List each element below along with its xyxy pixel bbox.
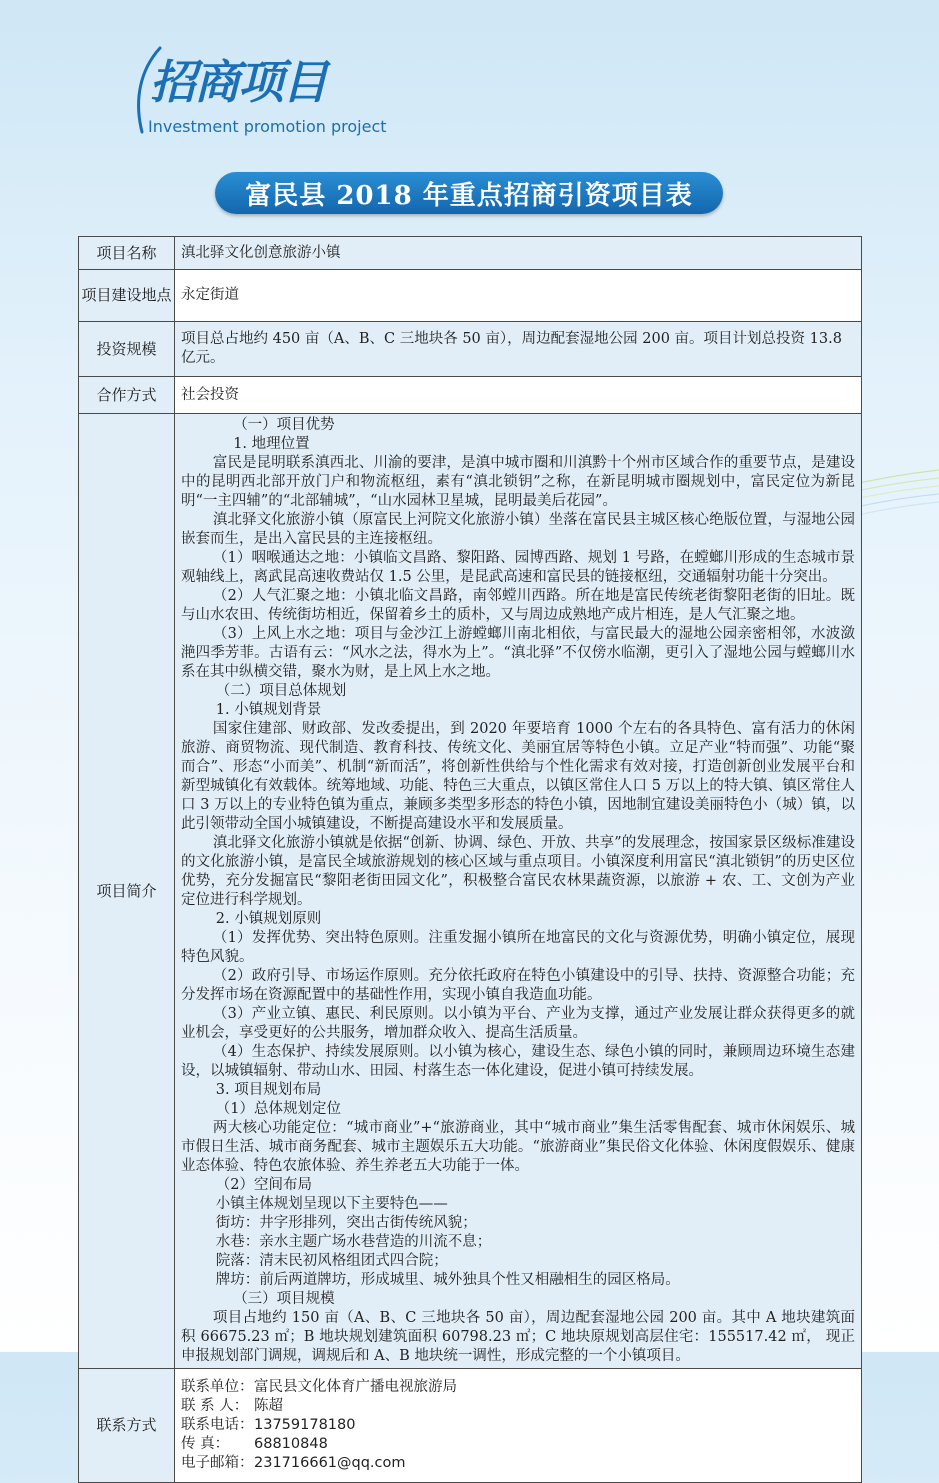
intro-paragraph: （1）咽喉通达之地：小镇临文昌路、黎阳路、园博西路、规划 1 号路，在螳螂川形成的生态城市景观轴线上，离武昆高速收费站仅 1.5 公里，是昆武高速和富民县的链接枢纽，交通辐射功能十分突出。 xyxy=(181,550,855,585)
row-project-name xyxy=(79,237,862,270)
intro-paragraph: 1. 地理位置 xyxy=(233,436,310,452)
logo-title: 招商项目 xyxy=(150,55,326,109)
label-investment-scale: 投资规模 xyxy=(79,322,175,377)
row-investment-scale xyxy=(79,322,862,377)
logo-subtitle: Investment promotion project xyxy=(148,117,387,136)
value-project-name: 滇北驿文化创意旅游小镇 xyxy=(175,237,862,270)
contact-email: 电子邮箱：231716661@qq.com xyxy=(181,1455,406,1471)
intro-paragraph: （一）项目优势 xyxy=(233,417,335,433)
intro-paragraph: 牌坊：前后两道牌坊，形成城里、城外独具个性又相融相生的园区格局。 xyxy=(215,1272,680,1288)
intro-paragraph: 水巷：亲水主题广场水巷营造的川流不息； xyxy=(215,1234,492,1250)
label-cooperation-mode: 合作方式 xyxy=(79,377,175,414)
intro-paragraph: 两大核心功能定位：“城市商业”+“旅游商业，其中“城市商业”集生活零售配套、城市休闲娱乐、城市假日生活、城市商务配套、城市主题娱乐五大功能。“旅游商业”集民俗文化体验、休闲度假娱乐、健康业态体验、特色农旅体验、养生养老五大功能于一体。 xyxy=(181,1120,855,1174)
intro-paragraph: （3）上风上水之地：项目与金沙江上游螳螂川南北相依，与富民最大的湿地公园亲密相邻，水波潋滟四季芳菲。古语有云：“风水之法，得水为上”。“滇北驿”不仅傍水临潮，更引入了湿地公园与螳螂川水系在其中纵横交错，聚水为财，是上风上水之地。 xyxy=(181,626,855,680)
contact-phone: 联系电话：13759178180 xyxy=(181,1417,356,1433)
intro-paragraph: 小镇主体规划呈现以下主要特色—— xyxy=(215,1196,448,1212)
intro-paragraph: 街坊：井字形排列，突出古街传统风貌； xyxy=(215,1215,477,1231)
project-table xyxy=(78,236,862,1483)
intro-paragraph: 滇北驿文化旅游小镇（原富民上河院文化旅游小镇）坐落在富民县主城区核心绝版位置，与湿地公园嵌套而生，是出入富民县的主连接枢纽。 xyxy=(181,512,855,547)
intro-paragraph: （4）生态保护、持续发展原则。以小镇为核心，建设生态、绿色小镇的同时，兼顾周边环境生态建设，以城镇辐射、带动山水、田园、村落生态一体化建设，促进小镇可持续发展。 xyxy=(181,1044,855,1079)
intro-paragraph: （3）产业立镇、惠民、利民原则。以小镇为平台、产业为支撑，通过产业发展让群众获得更多的就业机会，享受更好的公共服务，增加群众收入、提高生活质量。 xyxy=(181,1006,855,1041)
value-cooperation-mode: 社会投资 xyxy=(175,377,862,414)
intro-paragraph: 院落：清末民初风格组团式四合院； xyxy=(215,1253,448,1269)
intro-paragraph: 国家住建部、财政部、发改委提出，到 2020 年要培育 1000 个左右的各具特色、富有活力的休闲旅游、商贸物流、现代制造、教育科技、传统文化、美丽宜居等特色小镇。立足产业“特而强”、功能“聚而合”、形态“小而美”、机制“新而活”，将创新性供给与个性化需求有效对接，打造创新创业发展平台和新型城镇化有效载体。统筹地域、功能、特色三大重点，以镇区常住人口 5 万以上的特大镇、镇区常住人口 3 万以上的专业特色镇为重点，兼顾多类型多形态的特色小镇，因地制宜建设美丽特色小（城）镇，以此引领带动全国小城镇建设，不断提高建设水平和发展质量。 xyxy=(181,721,855,832)
row-project-site xyxy=(79,270,862,322)
intro-paragraph: （二）项目总体规划 xyxy=(215,683,347,699)
intro-paragraph: 富民是昆明联系滇西北、川渝的要津，是滇中城市圈和川滇黔十个州市区域合作的重要节点，是建设中的昆明西北部开放门户和物流枢纽，素有“滇北锁钥”之称，在新昆明城市圈规划中，富民定位为新昆明“一主四辅”的“北部辅城”，“山水园林卫星城，昆明最美后花园”。 xyxy=(181,455,855,509)
row-project-intro xyxy=(79,414,862,1369)
intro-paragraph: （2）空间布局 xyxy=(215,1177,313,1193)
intro-paragraph: （2）人气汇聚之地：小镇北临文昌路，南邻螳川西路。所在地是富民传统老街黎阳老街的旧址。既与山水农田、传统街坊相近，保留着乡土的质朴，又与周边成熟地产成片相连，是人气汇聚之地。 xyxy=(181,588,855,623)
value-project-site: 永定街道 xyxy=(175,270,862,322)
value-contact xyxy=(175,1369,862,1483)
header-logo xyxy=(130,40,390,140)
intro-paragraph: （三）项目规模 xyxy=(233,1291,335,1307)
row-cooperation-mode xyxy=(79,377,862,414)
intro-paragraph: （1）总体规划定位 xyxy=(215,1101,342,1117)
intro-paragraph: （2）政府引导、市场运作原则。充分依托政府在特色小镇建设中的引导、扶持、资源整合功能；充分发挥市场在资源配置中的基础性作用，实现小镇自我造血功能。 xyxy=(181,968,855,1003)
value-investment-scale: 项目总占地约 450 亩（A、B、C 三地块各 50 亩），周边配套湿地公园 200 亩。项目计划总投资 13.8 亿元。 xyxy=(175,322,862,377)
intro-paragraph: 项目占地约 150 亩（A、B、C 三地块各 50 亩），周边配套湿地公园 200 亩。其中 A 地块建筑面积 66675.23 ㎡；B 地块规划建筑面积 60798.23 ㎡；C 地块原规划高层住宅：155517.42 ㎡， 现正申报规划部门调规，调规后和 A、B 地块统一调性，形成完整的一个小镇项目。 xyxy=(181,1310,855,1364)
contact-person: 联 系 人： 陈超 xyxy=(181,1398,283,1414)
contact-fax: 传 真： 68810848 xyxy=(181,1436,328,1452)
label-contact: 联系方式 xyxy=(79,1369,175,1483)
page-title: 富民县 2018 年重点招商引资项目表 xyxy=(245,180,693,211)
intro-paragraph: 2. 小镇规划原则 xyxy=(215,911,322,927)
title-banner xyxy=(215,172,723,214)
intro-paragraph: 滇北驿文化旅游小镇就是依据“创新、协调、绿色、开放、共享”的发展理念，按国家景区级标准建设的文化旅游小镇，是富民全域旅游规划的核心区域与重点项目。小镇深度利用富民“滇北锁钥”的历史区位优势，充分发掘富民“黎阳老街田园文化”，积极整合富民农林果蔬资源，以旅游 + 农、工、文创为产业定位进行科学规划。 xyxy=(181,835,855,908)
intro-paragraph: 1. 小镇规划背景 xyxy=(215,702,322,718)
label-project-name: 项目名称 xyxy=(79,237,175,270)
label-project-intro: 项目简介 xyxy=(79,414,175,1369)
contact-unit: 联系单位：富民县文化体育广播电视旅游局 xyxy=(181,1379,457,1395)
row-contact xyxy=(79,1369,862,1483)
intro-paragraph: （1）发挥优势、突出特色原则。注重发掘小镇所在地富民的文化与资源优势，明确小镇定位，展现特色风貌。 xyxy=(181,930,855,965)
value-project-intro xyxy=(175,414,862,1369)
intro-paragraph: 3. 项目规划布局 xyxy=(215,1082,322,1098)
label-project-site: 项目建设地点 xyxy=(79,270,175,322)
